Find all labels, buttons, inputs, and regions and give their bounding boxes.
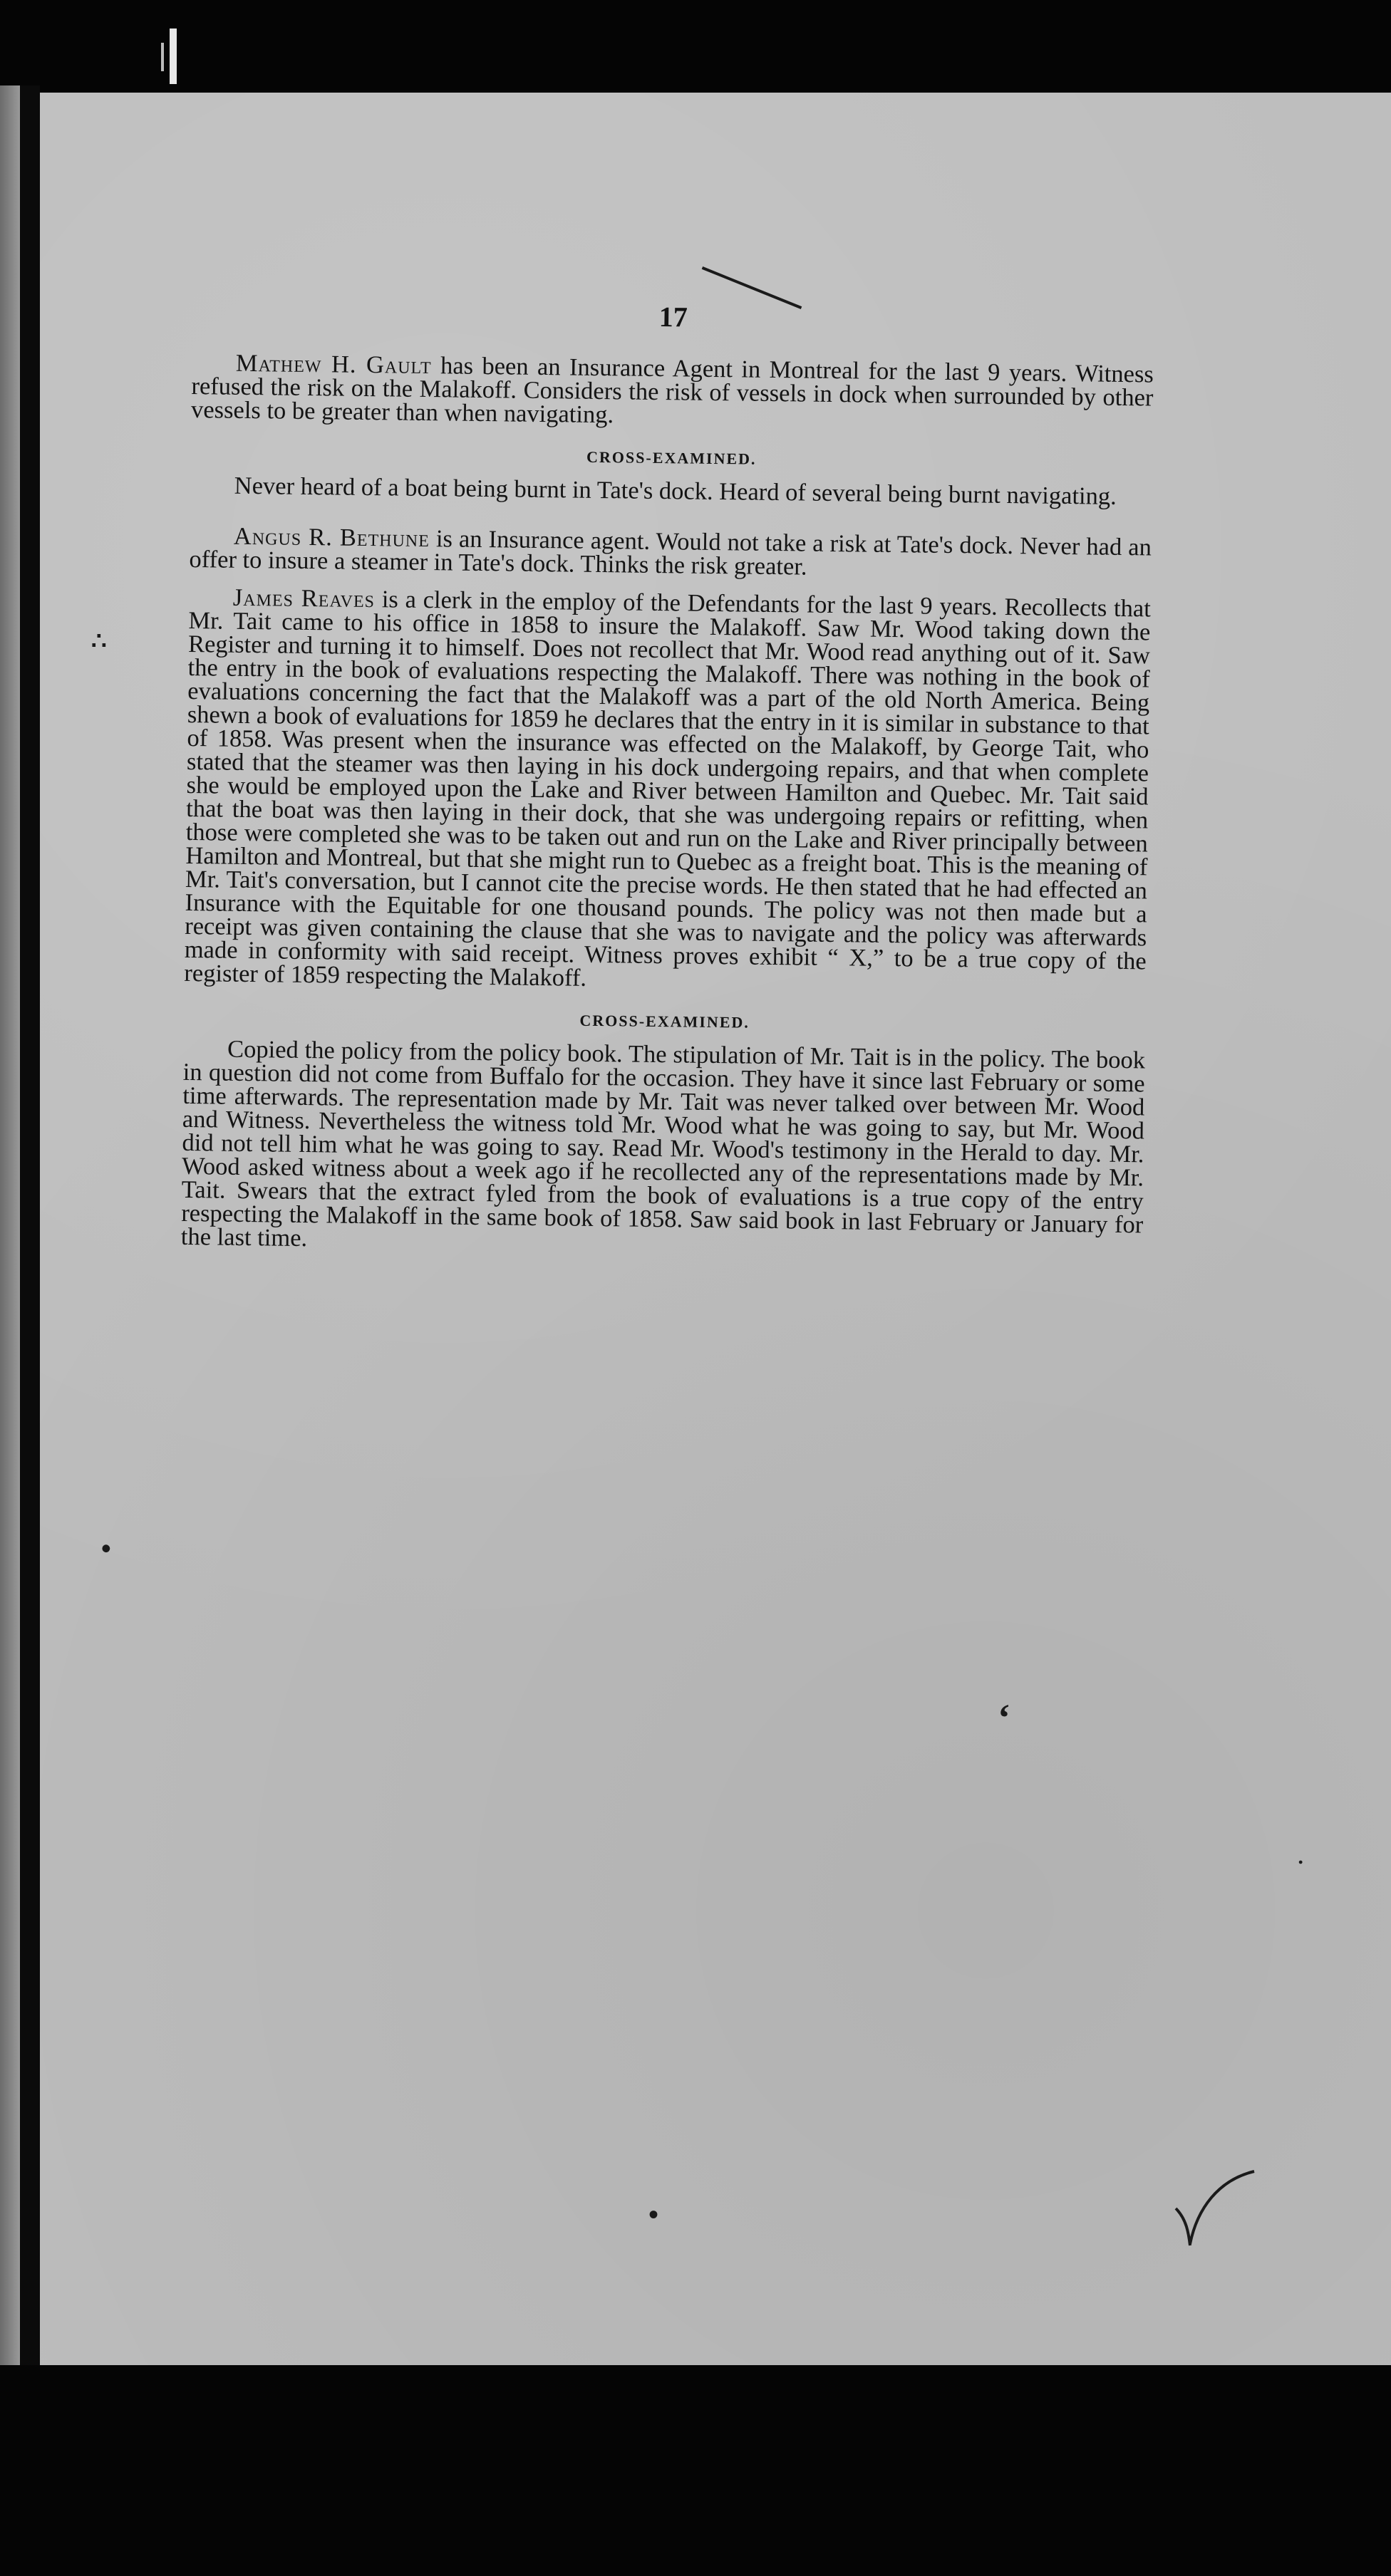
testimony-gault bbox=[191, 351, 1154, 433]
margin-ink-mark-2: ‘ bbox=[998, 1696, 1010, 1739]
adjacent-page-edge bbox=[0, 85, 20, 2379]
film-edge-mark-small bbox=[161, 43, 164, 71]
margin-dot: ⋅ bbox=[1297, 1852, 1305, 1873]
film-edge-mark bbox=[170, 28, 177, 84]
witness-name-bethune: Angus R. Bethune bbox=[233, 522, 430, 553]
margin-ink-mark: • bbox=[95, 1531, 117, 1566]
testimony-reaves bbox=[184, 583, 1152, 997]
testimony-bethune-text: is an Insurance agent. Would not take a risk at Tate's dock. Never had an offer to insure a steamer in Tate's dock. Thinks the risk greater. bbox=[189, 525, 1152, 581]
pencil-scrawl-mark bbox=[1169, 2166, 1268, 2265]
page-gutter bbox=[20, 85, 40, 2379]
margin-blot: ∴ bbox=[91, 628, 107, 655]
testimony-reaves-cross: Copied the policy from the policy book. The stipulation of Mr. Tait is in the policy. The book in question did not come from Buffalo for the occasion. They have it since last February or some time afterwards. The representation made by Mr. Tait was never talked over between Mr. Wood and Witness. Nevertheless the witness told Mr. Wood what he was going to say, but Mr. Wood did not tell him what he was going to say. Read Mr. Wood's testimony in the Herald to day. Mr. Wood asked witness about a week ago if he recollected any of the representations made by Mr. Tait. Swears that the extract fyled from the book of evaluations is a true copy of the entry respecting the Malakoff in the same book of 1858. Saw said book in last February or January for the last time. bbox=[180, 1035, 1146, 1252]
document-text-block bbox=[181, 299, 1154, 1260]
section-heading-cross-examined-2: CROSS-EXAMINED. bbox=[579, 1011, 750, 1032]
testimony-reaves-text: is a clerk in the employ of the Defendants for the last 9 years. Recollects that Mr. Tait came to his office in 1858 to insure the Malakoff. Saw Mr. Wood taking down the Register and turning it to himself. Does not recollect that Mr. Wood read anything out of it. Saw the entry in the book of evaluations respecting the Malakoff. There was nothing in the book of evaluations concerning the fact that the Malakoff was a part of the old North America. Being shewn a book of evaluations for 1859 he declares that the entry in it is similar in substance to that of 1858. Was present when the insurance was effected on the Malakoff, by George Tait, who stated that the steamer was then laying in his dock undergoing repairs, and that when complete she would be employed upon the Lake and River between Hamilton and Quebec. Mr. Tait said that the boat was then laying in their dock, that she was undergoing repairs or refitting, when those were completed she was to be taken out and run on the Lake and River principally between Hamilton and Montreal, but that she might run to Quebec as a freight boat. This is the meaning of Mr. Tait's conversation, but I cannot cite the precise words. He then stated that he had effected an Insurance with the Equitable for one thousand pounds. The policy was not then made but a receipt was given containing the clause that she was to navigate and the policy was afterwards made in conformity with said receipt. Witness proves exhibit “ X,” to be a true copy of the register of 1859 respecting the Malakoff. bbox=[184, 586, 1152, 992]
page-number: 17 bbox=[658, 301, 688, 333]
section-heading-cross-examined-1: CROSS-EXAMINED. bbox=[586, 447, 757, 468]
witness-name-gault: Mathew H. Gault bbox=[235, 349, 432, 380]
page-bottom-mark: • bbox=[648, 2198, 659, 2230]
testimony-gault-text: has been an Insurance Agent in Montreal for the last 9 years. Witness refused the risk on the Malakoff. Considers the risk of vessels in dock when surrounded by other vessels to be greater than when navigating. bbox=[190, 352, 1154, 429]
testimony-gault-cross: Never heard of a boat being burnt in Tate's dock. Heard of several being burnt navigating. bbox=[234, 472, 1117, 510]
testimony-bethune bbox=[189, 524, 1152, 583]
witness-name-reaves: James Reaves bbox=[232, 583, 376, 613]
scan-bottom-border bbox=[0, 2365, 1391, 2576]
